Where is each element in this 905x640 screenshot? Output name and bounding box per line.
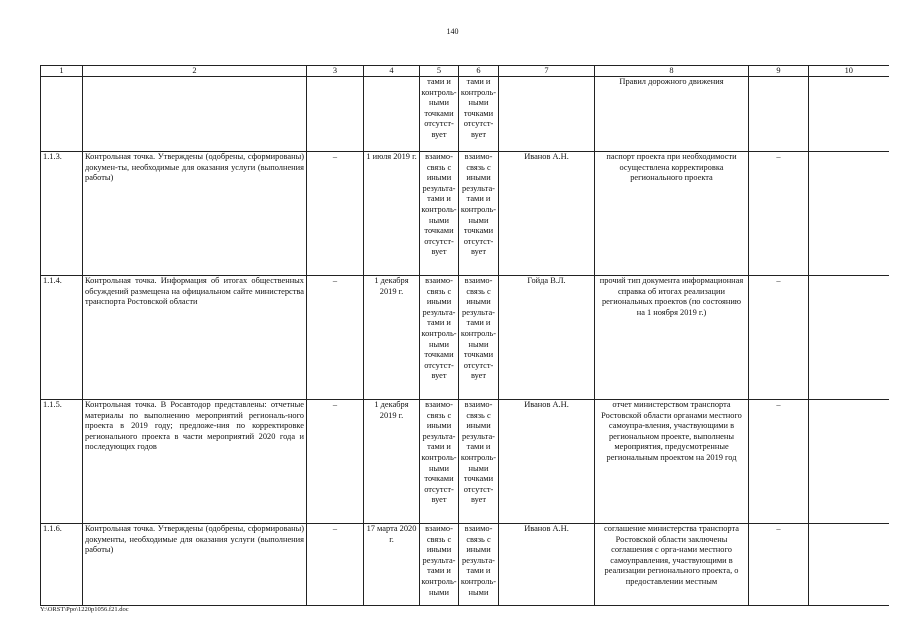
header-col-7: 7 bbox=[499, 66, 595, 77]
file-path-footer: Y:\ORST\Ppo\1220p1056.f21.doc bbox=[40, 606, 129, 613]
row-col6: тами и контроль-ными точками отсутст-вует bbox=[459, 77, 499, 152]
row-document: отчет министерством транспорта Ростовской области органами местного самоупра-вления, участвующими в региональном проекте, выполнены мероприятия, предусмотренные региональным проектом на 2019 год bbox=[595, 400, 749, 524]
row-date: 1 декабря 2019 г. bbox=[364, 276, 420, 400]
row-responsible: Иванов А.Н. bbox=[499, 524, 595, 606]
row-name: Контрольная точка. Утверждены (одобрены, сформированы) документы, необходимые для оказания услуги (выполнения работы) bbox=[83, 524, 307, 606]
row-name: Контрольная точка. Информация об итогах общественных обсуждений размещена на официальном сайте министерства транспорта Ростовской области bbox=[83, 276, 307, 400]
row-col9: – bbox=[749, 152, 809, 276]
row-document: паспорт проекта при необходимости осуществлена корректировка регионального проекта bbox=[595, 152, 749, 276]
header-col-3: 3 bbox=[307, 66, 364, 77]
header-col-1: 1 bbox=[41, 66, 83, 77]
plan-table bbox=[40, 65, 889, 606]
row-number: 1.1.3. bbox=[41, 152, 83, 276]
row-col10 bbox=[809, 152, 889, 276]
row-col9: – bbox=[749, 524, 809, 606]
row-prev: – bbox=[307, 276, 364, 400]
row-col9 bbox=[749, 77, 809, 152]
row-date bbox=[364, 77, 420, 152]
row-responsible: Иванов А.Н. bbox=[499, 400, 595, 524]
header-row bbox=[41, 66, 889, 77]
row-col9: – bbox=[749, 276, 809, 400]
row-col5: взаимо-связь с иными результа-тами и контроль-ными точками отсутст-вует bbox=[420, 400, 459, 524]
row-col6: взаимо-связь с иными результа-тами и контроль-ными bbox=[459, 524, 499, 606]
row-prev: – bbox=[307, 152, 364, 276]
row-number: 1.1.5. bbox=[41, 400, 83, 524]
row-prev: – bbox=[307, 400, 364, 524]
header-col-9: 9 bbox=[749, 66, 809, 77]
row-prev bbox=[307, 77, 364, 152]
header-col-5: 5 bbox=[420, 66, 459, 77]
row-responsible bbox=[499, 77, 595, 152]
row-number bbox=[41, 77, 83, 152]
table-row bbox=[41, 77, 889, 152]
row-document: соглашение министерства транспорта Ростовской области заключены соглашения с орга-нами местного самоуправления, участвующими в реализации регионального проекта, о предоставлении местным bbox=[595, 524, 749, 606]
row-date: 1 декабря 2019 г. bbox=[364, 400, 420, 524]
table-row bbox=[41, 524, 889, 606]
row-date: 17 марта 2020 г. bbox=[364, 524, 420, 606]
row-responsible: Иванов А.Н. bbox=[499, 152, 595, 276]
row-col6: взаимо-связь с иными результа-тами и контроль-ными точками отсутст-вует bbox=[459, 400, 499, 524]
row-col10 bbox=[809, 77, 889, 152]
row-name: Контрольная точка. Утверждены (одобрены, сформированы) докумен-ты, необходимые для оказания услуги (выполнения работы) bbox=[83, 152, 307, 276]
row-name: Контрольная точка. В Росавтодор представлены: отчетные материалы по выполнению мероприятий региональ-ного проекта в 2019 году; предложе-ния по корректировке регионального проекта в части мероприятий 2020 года и последующих годов bbox=[83, 400, 307, 524]
table-row bbox=[41, 276, 889, 400]
row-number: 1.1.4. bbox=[41, 276, 83, 400]
table-row bbox=[41, 152, 889, 276]
row-prev: – bbox=[307, 524, 364, 606]
row-col6: взаимо-связь с иными результа-тами и контроль-ными точками отсутст-вует bbox=[459, 276, 499, 400]
row-col6: взаимо-связь с иными результа-тами и контроль-ными точками отсутст-вует bbox=[459, 152, 499, 276]
row-document: прочий тип документа информационная справка об итогах реализации региональных проектов (по состоянию на 1 ноября 2019 г.) bbox=[595, 276, 749, 400]
page-number: 140 bbox=[446, 27, 459, 36]
table-row bbox=[41, 400, 889, 524]
row-number: 1.1.6. bbox=[41, 524, 83, 606]
row-responsible: Гойда В.Л. bbox=[499, 276, 595, 400]
row-col5: взаимо-связь с иными результа-тами и контроль-ными точками отсутст-вует bbox=[420, 276, 459, 400]
row-col5: тами и контроль-ными точками отсутст-вует bbox=[420, 77, 459, 152]
row-col5: взаимо-связь с иными результа-тами и контроль-ными точками отсутст-вует bbox=[420, 152, 459, 276]
row-col10 bbox=[809, 524, 889, 606]
row-name bbox=[83, 77, 307, 152]
header-col-6: 6 bbox=[459, 66, 499, 77]
header-col-2: 2 bbox=[83, 66, 307, 77]
header-col-4: 4 bbox=[364, 66, 420, 77]
row-col10 bbox=[809, 400, 889, 524]
row-col9: – bbox=[749, 400, 809, 524]
row-col5: взаимо-связь с иными результа-тами и контроль-ными bbox=[420, 524, 459, 606]
row-col10 bbox=[809, 276, 889, 400]
row-document: Правил дорожного движения bbox=[595, 77, 749, 152]
header-col-8: 8 bbox=[595, 66, 749, 77]
row-date: 1 июля 2019 г. bbox=[364, 152, 420, 276]
header-col-10: 10 bbox=[809, 66, 889, 77]
